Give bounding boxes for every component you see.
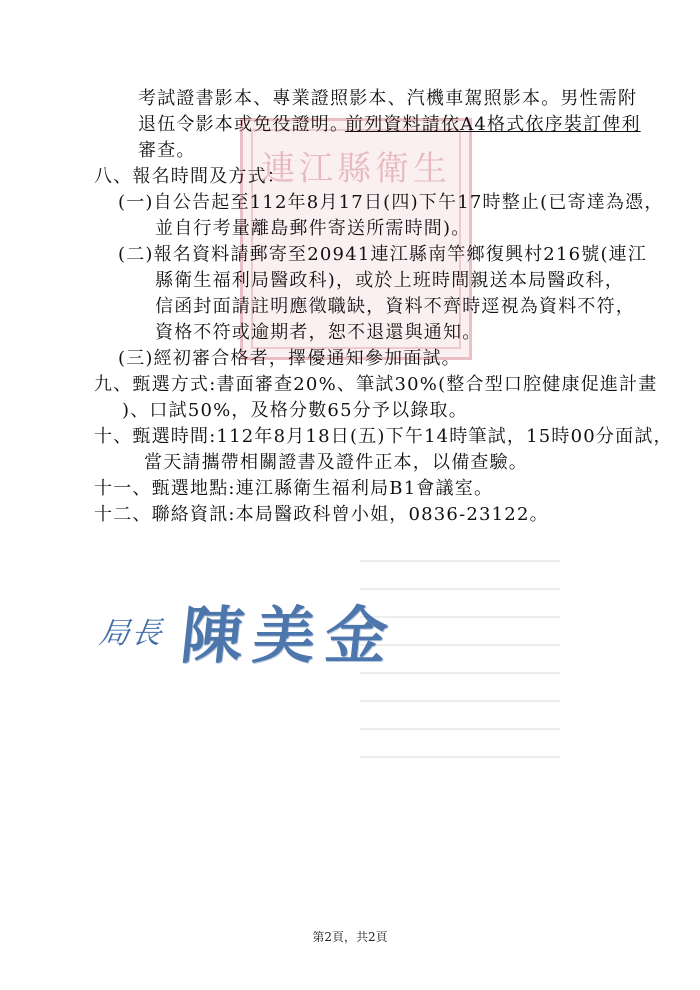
section-8-item-3: (三)經初審合格者，擇優通知參加面試。 [118, 348, 461, 369]
section-10-cont: 當天請攜帶相關證書及證件正本，以備查驗。 [144, 452, 528, 473]
section-12: 十二、聯絡資訊:本局醫政科曾小姐，0836-23122。 [94, 504, 549, 525]
section-8-item-2-cont-1: 縣衛生福利局醫政科)，或於上班時間親送本局醫政科， [155, 270, 625, 291]
section-8-item-2-cont-2: 信函封面請註明應徵職缺，資料不齊時逕視為資料不符， [155, 296, 635, 317]
seal-text: 連江縣衛生 [261, 149, 451, 189]
section-8-item-1: (一)自公告起至112年8月17日(四)下午17時整止(已寄達為憑， [118, 192, 664, 213]
section-10: 十、甄選時間:112年8月18日(五)下午14時筆試，15時00分面試， [94, 426, 673, 447]
section-11: 十一、甄選地點:連江縣衛生福利局B1會議室。 [94, 478, 494, 499]
text-line-2b: 前列資料請依A4格式依序裝訂俾利 [345, 114, 641, 135]
text-line-3: 審查。 [138, 140, 196, 161]
director-signature-stamp [97, 585, 402, 675]
section-9-cont: )、口試50%，及格分數65分予以錄取。 [122, 400, 468, 421]
page-footer: 第2頁，共2頁 [312, 930, 388, 944]
signature-name: 陳美金 [177, 598, 402, 672]
section-8-heading: 八、報名時間及方式： [94, 166, 286, 187]
text-line-1: 考試證書影本、專業證照影本、汽機車駕照影本。男性需附 [138, 88, 638, 109]
section-8-item-1-cont: 並自行考量離島郵件寄送所需時間)。 [155, 218, 471, 239]
section-8-item-2: (二)報名資料請郵寄至20941連江縣南竿鄉復興村216號(連江 [118, 244, 648, 265]
text-line-2a: 退伍令影本或免役證明。 [138, 114, 350, 135]
section-9: 九、甄選方式:書面審查20%、筆試30%(整合型口腔健康促進計畫 [94, 374, 658, 395]
signature-title: 局長 [97, 616, 166, 651]
section-8-item-2-cont-3: 資格不符或逾期者，恕不退還與通知。 [155, 322, 482, 343]
